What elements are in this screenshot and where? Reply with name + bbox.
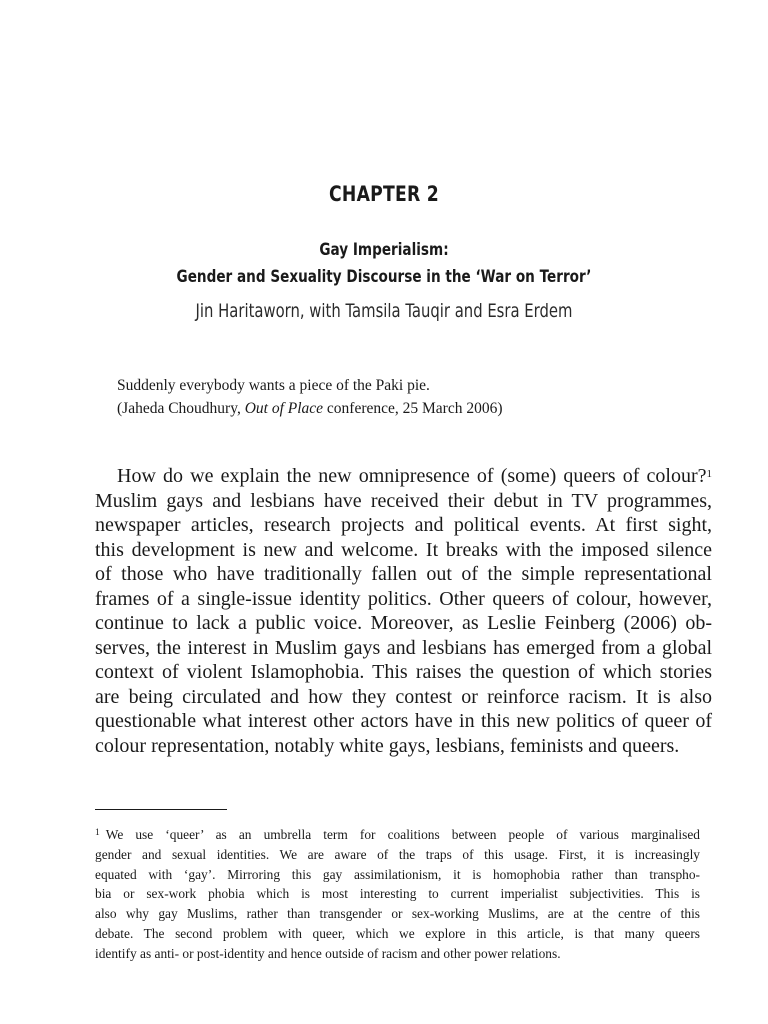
footnote: [95, 825, 700, 964]
footnote-line: [95, 825, 700, 845]
body-line: colour representation, notably white gays, lesbians, feminists and queers.: [95, 734, 680, 757]
footnote-line: equated with ‘gay’. Mirroring this gay assimilationism, it is homophobia rather than transpho-: [95, 866, 700, 882]
body-line: [95, 464, 712, 489]
body-line: context of violent Islamophobia. This raises the question of which stories: [95, 661, 712, 683]
chapter-title-line-2: Gender and Sexuality Discourse in the ‘War on Terror’: [176, 267, 592, 287]
footnote-line-text: We use ‘queer’ as an umbrella term for coalitions between people of various marginalised: [105, 827, 700, 842]
body-line: are being circulated and how they contest or reinforce racism. It is also: [95, 685, 712, 708]
body-line: questionable what interest other actors have in this new politics of queer of: [95, 710, 712, 732]
body-line: of those who have traditionally fallen out of the simple representational: [95, 563, 712, 585]
footnote-line: debate. The second problem with queer, which we explore in this article, is that many queers: [95, 925, 700, 941]
body-line: this development is new and welcome. It breaks with the imposed silence: [95, 538, 712, 561]
body-line-text: How do we explain the new omnipresence of (some) queers of colour?: [117, 465, 707, 487]
epigraph-attribution-suffix: conference, 25 March 2006): [323, 400, 503, 417]
epigraph-quote: Suddenly everybody wants a piece of the Paki pie.: [117, 377, 430, 394]
chapter-title-line-1: Gay Imperialism:: [319, 240, 449, 260]
chapter-label: CHAPTER 2: [329, 182, 439, 206]
footnote-line: also why gay Muslims, rather than transgender or sex-working Muslims, are at the centre of this: [95, 906, 700, 922]
epigraph-conference-title: Out of Place: [244, 400, 324, 417]
footnote-reference[interactable]: 1: [706, 468, 712, 480]
body-paragraph: [95, 464, 712, 758]
footnote-line: bia or sex-work phobia which is most interesting to current imperialist subjectivities. This is: [95, 886, 700, 902]
footnote-number: 1: [95, 828, 100, 838]
body-line: serves, the interest in Muslim gays and lesbians has emerged from a global: [95, 636, 712, 659]
chapter-authors: Jin Haritaworn, with Tamsila Tauqir and Esra Erdem: [195, 300, 573, 322]
epigraph-attribution: [117, 397, 677, 420]
body-line: Muslim gays and lesbians have received their debut in TV programmes,: [95, 489, 712, 512]
body-line: newspaper articles, research projects and political events. At first sight,: [95, 514, 712, 536]
epigraph-attribution-prefix: (Jaheda Choudhury,: [117, 400, 245, 417]
body-line: continue to lack a public voice. Moreover, as Leslie Feinberg (2006) ob-: [95, 612, 712, 634]
footnote-line: identify as anti- or post-identity and hence outside of racism and other power relations.: [95, 945, 561, 961]
footnote-separator: [95, 809, 227, 810]
body-line: frames of a single-issue identity politics. Other queers of colour, however,: [95, 587, 712, 610]
footnote-line: gender and sexual identities. We are aware of the traps of this usage. First, it is increasingly: [95, 846, 700, 862]
epigraph: [117, 374, 677, 420]
